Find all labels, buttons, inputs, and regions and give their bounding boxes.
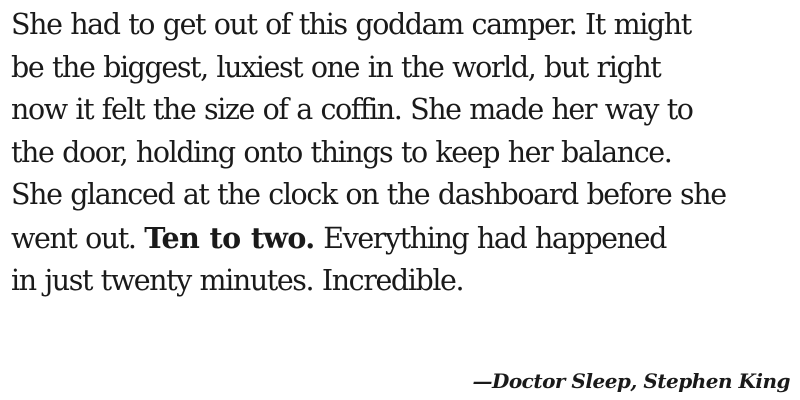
passage-line-4: the door, holding onto things to keep her balance. [11, 135, 672, 169]
passage-line-6-end: Everything had happened [314, 221, 666, 255]
passage-line-1: She had to get out of this goddam camper. It might [11, 8, 691, 41]
passage-line-6-start: went out. [11, 221, 145, 255]
emphasized-time: Ten to two. [144, 220, 315, 255]
quote-attribution: —Doctor Sleep, Stephen King [472, 369, 790, 393]
passage-line-3: now it felt the size of a coffin. She made her way to [11, 93, 693, 126]
passage-line-6 [11, 217, 791, 261]
quote-passage [11, 4, 791, 303]
passage-line-5: She glanced at the clock on the dashboard before she [11, 178, 726, 211]
passage-line-2: be the biggest, luxiest one in the world, but right [11, 50, 661, 84]
passage-line-7: in just twenty minutes. Incredible. [11, 264, 464, 297]
